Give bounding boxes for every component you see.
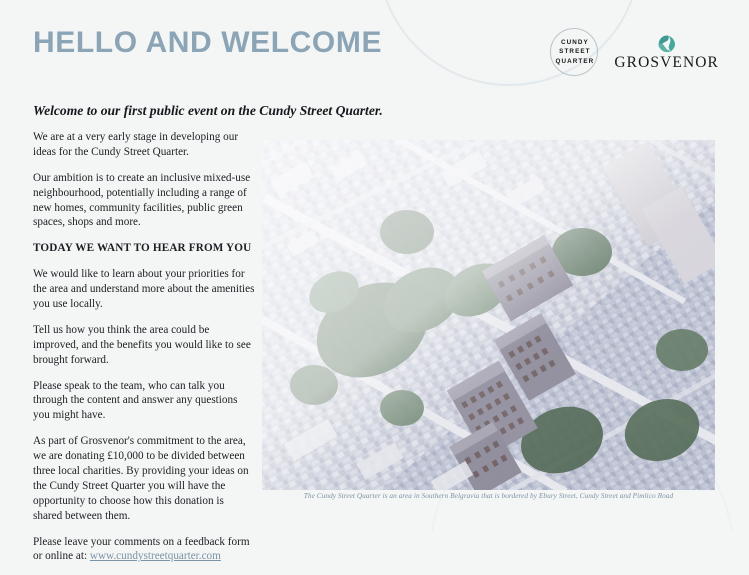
page-header	[0, 0, 749, 88]
csq-logo-line-1: CUNDY	[560, 39, 589, 47]
figure-caption: The Cundy Street Quarter is an area in Southern Belgravia that is bordered by Ebury Street, Cundy Street and Pimlico Road	[303, 491, 674, 500]
page-title: HELLO AND WELCOME	[33, 26, 383, 59]
section-paragraph-1: We would like to learn about your priorities for the area and understand more about the amenities you use locally.	[33, 268, 255, 311]
section-paragraph-3: Please speak to the team, who can talk you through the content and answer any questions you might have.	[33, 379, 238, 422]
intro-paragraph-1: We are at a very early stage in developing our ideas for the Cundy Street Quarter.	[33, 131, 239, 158]
body-copy-column	[33, 130, 255, 575]
welcome-lede: Welcome to our first public event on the Cundy Street Quarter.	[33, 103, 383, 118]
grosvenor-logo	[614, 34, 719, 71]
aerial-figure	[262, 140, 715, 500]
closing-paragraph	[33, 535, 255, 565]
intro-paragraph-2: Our ambition is to create an inclusive mixed-use neighbourhood, potentially including a range of new homes, community facilities, public green spaces, shops and more.	[33, 171, 251, 229]
cundy-street-quarter-logo	[550, 28, 598, 76]
grosvenor-wordmark: GROSVENOR	[614, 53, 719, 71]
grosvenor-swirl-icon	[657, 34, 677, 54]
aerial-photograph-render	[262, 140, 715, 490]
logo-group	[550, 28, 719, 76]
aerial-photograph	[262, 140, 715, 490]
closing-text: Please leave your comments on a feedback form or online at:	[33, 535, 250, 563]
section-heading-hear-from-you: TODAY WE WANT TO HEAR FROM YOU	[33, 242, 252, 255]
csq-logo-line-2: STREET	[559, 48, 591, 56]
cundy-street-quarter-website-link[interactable]: www.cundystreetquarter.com	[89, 550, 221, 563]
section-paragraph-2: Tell us how you think the area could be improved, and the benefits you would like to see brought forward.	[33, 323, 251, 366]
section-paragraph-4: As part of Grosvenor's commitment to the area, we are donating £10,000 to be divided between three local charities. By providing your ideas on the Cundy Street Quarter you will have the opportunity to choose how this donation is shared between them.	[33, 435, 249, 522]
csq-logo-line-3: QUARTER	[555, 57, 595, 65]
